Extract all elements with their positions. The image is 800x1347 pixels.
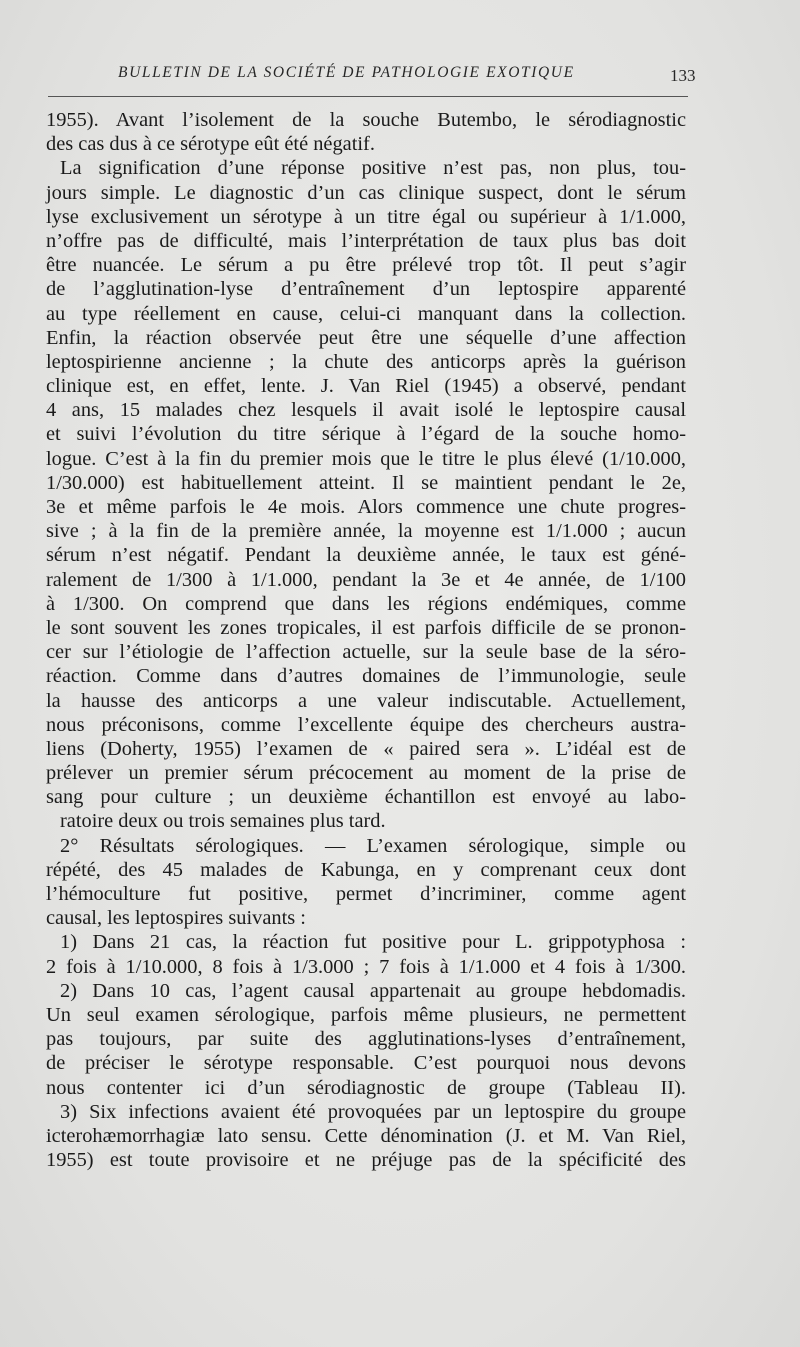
text-line: sang pour culture ; un deuxième échantillon est envoyé au labo- [46,786,686,809]
text-line: n’offre pas de difficulté, mais l’interprétation de taux plus bas doit [46,229,686,252]
text-line: sérum n’est négatif. Pendant la deuxième année, le taux est géné- [46,544,686,567]
text-line: prélever un premier sérum précocement au moment de la prise de [46,762,686,785]
text-line: lyse exclusivement un sérotype à un titre égal ou supérieur à 1/1.000, [46,205,686,228]
text-line: répété, des 45 malades de Kabunga, en y comprenant ceux dont [46,858,686,881]
text-line: jours simple. Le diagnostic d’un cas clinique suspect, dont le sérum [46,181,686,204]
text-line: cer sur l’étiologie de l’affection actuelle, sur la seule base de la séro- [46,641,686,664]
text-line: ralement de 1/300 à 1/1.000, pendant la 3e et 4e année, de 1/100 [46,568,686,591]
running-title: BULLETIN DE LA SOCIÉTÉ DE PATHOLOGIE EXOTIQUE [118,64,575,81]
text-line: Un seul examen sérologique, parfois même plusieurs, ne permettent [46,1003,686,1026]
text-line: et suivi l’évolution du titre sérique à l’égard de la souche homo- [46,423,686,446]
running-header [118,64,718,85]
text-line: ratoire deux ou trois semaines plus tard. [60,810,386,833]
text-line: 4 ans, 15 malades chez lesquels il avait isolé le leptospire causal [46,399,686,422]
text-line: la hausse des anticorps a une valeur indiscutable. Actuellement, [46,689,686,712]
body-text [46,108,686,1172]
text-line: 1/30.000) est habituellement atteint. Il se maintient pendant le 2e, [46,471,686,494]
text-line: réaction. Comme dans d’autres domaines de l’immunologie, seule [46,665,686,688]
text-line: 2° Résultats sérologiques. — L’examen sérologique, simple ou [60,834,686,857]
text-line: au type réellement en cause, celui-ci manquant dans la collection. [46,302,686,325]
text-line: 1955). Avant l’isolement de la souche Butembo, le sérodiagnostic [46,109,686,131]
text-line: des cas dus à ce sérotype eût été négatif. [46,133,375,156]
text-line: icterohæmorrhagiæ lato sensu. Cette dénomination (J. et M. Van Riel, [46,1124,686,1147]
text-line: 1) Dans 21 cas, la réaction fut positive pour L. grippotyphosa : [60,931,686,954]
text-line: nous contenter ici d’un sérodiagnostic de groupe (Tableau II). [46,1076,686,1099]
text-line: sive ; à la fin de la première année, la moyenne est 1/1.000 ; aucun [46,520,686,543]
text-line: nous préconisons, comme l’excellente équipe des chercheurs austra- [46,713,686,736]
text-line: 2 fois à 1/10.000, 8 fois à 1/3.000 ; 7 fois à 1/1.000 et 4 fois à 1/300. [46,955,686,978]
text-line: causal, les leptospires suivants : [46,907,306,930]
text-line: pas toujours, par suite des agglutinations-lyses d’entraînement, [46,1028,686,1051]
header-rule [48,96,688,97]
text-line: logue. C’est à la fin du premier mois que le titre le plus élevé (1/10.000, [46,447,686,470]
text-line: La signification d’une réponse positive n’est pas, non plus, tou- [60,157,686,180]
text-line: l’hémoculture fut positive, permet d’incriminer, comme agent [46,883,686,905]
text-line: leptospirienne ancienne ; la chute des anticorps après la guérison [46,350,686,373]
text-line: être nuancée. Le sérum a pu être prélevé trop tôt. Il peut s’agir [46,254,686,277]
text-line: de l’agglutination-lyse d’entraînement d’un leptospire apparenté [46,278,686,301]
text-line: Enfin, la réaction observée peut être une séquelle d’une affection [46,326,686,349]
text-line: 2) Dans 10 cas, l’agent causal appartenait au groupe hebdomadis. [60,979,686,1002]
text-line: clinique est, en effet, lente. J. Van Riel (1945) a observé, pendant [46,375,686,398]
text-line: à 1/300. On comprend que dans les régions endémiques, comme [46,592,686,615]
text-line: de préciser le sérotype responsable. C’est pourquoi nous devons [46,1052,686,1075]
text-line: le sont souvent les zones tropicales, il est parfois difficile de se pronon- [46,616,686,639]
text-line: 3e et même parfois le 4e mois. Alors commence une chute progres- [46,496,686,518]
text-line: 3) Six infections avaient été provoquées par un leptospire du groupe [60,1100,686,1123]
text-line: 1955) est toute provisoire et ne préjuge pas de la spécificité des [46,1149,686,1172]
text-line: liens (Doherty, 1955) l’examen de « paired sera ». L’idéal est de [46,737,686,760]
page-number: 133 [670,66,696,85]
